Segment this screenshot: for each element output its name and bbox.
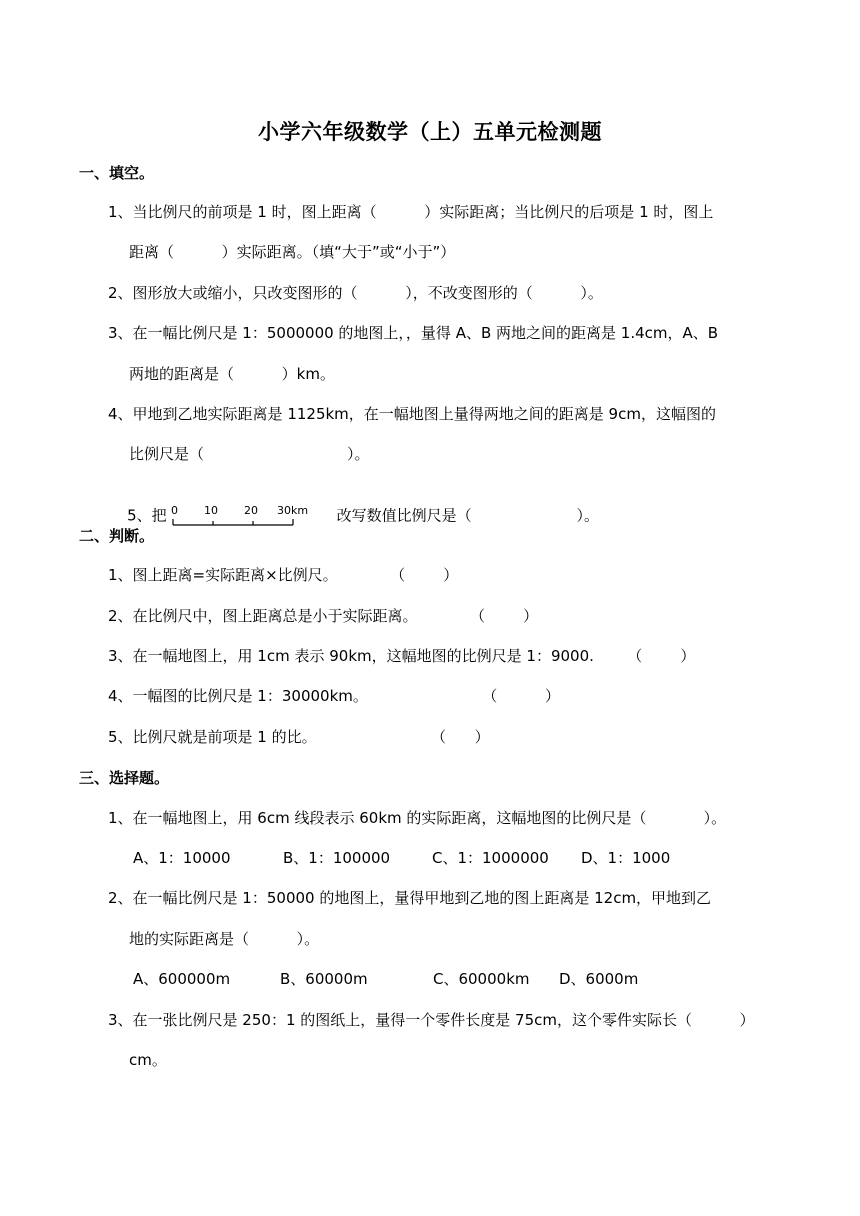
choice-1-option-b: B、1：100000	[283, 849, 391, 867]
line-scale-figure	[170, 504, 308, 528]
judge-question-3: 3、在一幅地图上，用 1cm 表示 90km，这幅地图的比例尺是 1：9000. （ ）	[108, 647, 696, 665]
choice-2-option-a: A、600000m	[133, 970, 231, 988]
fill-question-2: 2、图形放大或缩小，只改变图形的（ ），不改变图形的（ ）。	[108, 284, 603, 302]
fill-question-1-line-2: 距离（ ）实际距离。（填“大于”或“小于”）	[129, 243, 456, 261]
section-judge-heading: 二、判断。	[79, 527, 155, 545]
choice-question-2-line-1: 2、在一幅比例尺是 1：50000 的地图上，量得甲地到乙地的图上距离是 12cm，甲地到乙	[108, 889, 712, 907]
fill-question-5-prefix: 5、把	[127, 506, 167, 525]
choice-1-option-a: A、1：10000	[133, 849, 231, 867]
fill-question-4-line-2: 比例尺是（ ）。	[129, 445, 370, 463]
choice-question-2-line-2: 地的实际距离是（ ）。	[129, 930, 320, 948]
judge-question-4: 4、一幅图的比例尺是 1：30000km。 （ ）	[108, 687, 560, 705]
judge-question-2: 2、在比例尺中，图上距离总是小于实际距离。 （ ）	[108, 607, 539, 625]
fill-question-5	[108, 484, 599, 548]
choice-question-3-line-2: cm。	[129, 1051, 167, 1069]
scale-label-20: 20	[243, 504, 258, 517]
section-fill-heading: 一、填空。	[79, 164, 155, 182]
fill-question-5-suffix: 改写数值比例尺是（ ）。	[336, 506, 600, 525]
page-title: 小学六年级数学（上）五单元检测题	[258, 120, 602, 144]
choice-2-option-d: D、6000m	[559, 970, 639, 988]
scale-label-10: 10	[203, 504, 218, 517]
fill-question-1-line-1: 1、当比例尺的前项是 1 时，图上距离（ ）实际距离；当比例尺的后项是 1 时，图上	[108, 203, 714, 221]
fill-question-4-line-1: 4、甲地到乙地实际距离是 1125km，在一幅地图上量得两地之间的距离是 9cm，这幅图的	[108, 405, 716, 423]
choice-question-2-options	[133, 969, 638, 989]
judge-question-1: 1、图上距离=实际距离×比例尺。 （ ）	[108, 566, 459, 584]
choice-2-option-b: B、60000m	[280, 970, 368, 988]
fill-question-3-line-2: 两地的距离是（ ）km。	[129, 365, 335, 383]
judge-question-5: 5、比例尺就是前项是 1 的比。 （ ）	[108, 728, 490, 746]
scale-label-30km: 30km	[276, 504, 308, 517]
choice-question-1-options	[133, 848, 670, 868]
choice-2-option-c: C、60000km	[433, 970, 530, 988]
choice-question-1: 1、在一幅地图上，用 6cm 线段表示 60km 的实际距离，这幅地图的比例尺是（ ）。	[108, 809, 727, 827]
choice-question-3-line-1: 3、在一张比例尺是 250：1 的图纸上，量得一个零件长度是 75cm，这个零件实际长（ ）	[108, 1011, 755, 1029]
section-choice-heading: 三、选择题。	[79, 769, 170, 787]
fill-question-3-line-1: 3、在一幅比例尺是 1：5000000 的地图上，，量得 A、B 两地之间的距离是 1.4cm，A、B	[108, 324, 719, 342]
scale-label-0: 0	[170, 504, 178, 517]
choice-1-option-d: D、1：1000	[581, 849, 671, 867]
choice-1-option-c: C、1：1000000	[432, 849, 549, 867]
